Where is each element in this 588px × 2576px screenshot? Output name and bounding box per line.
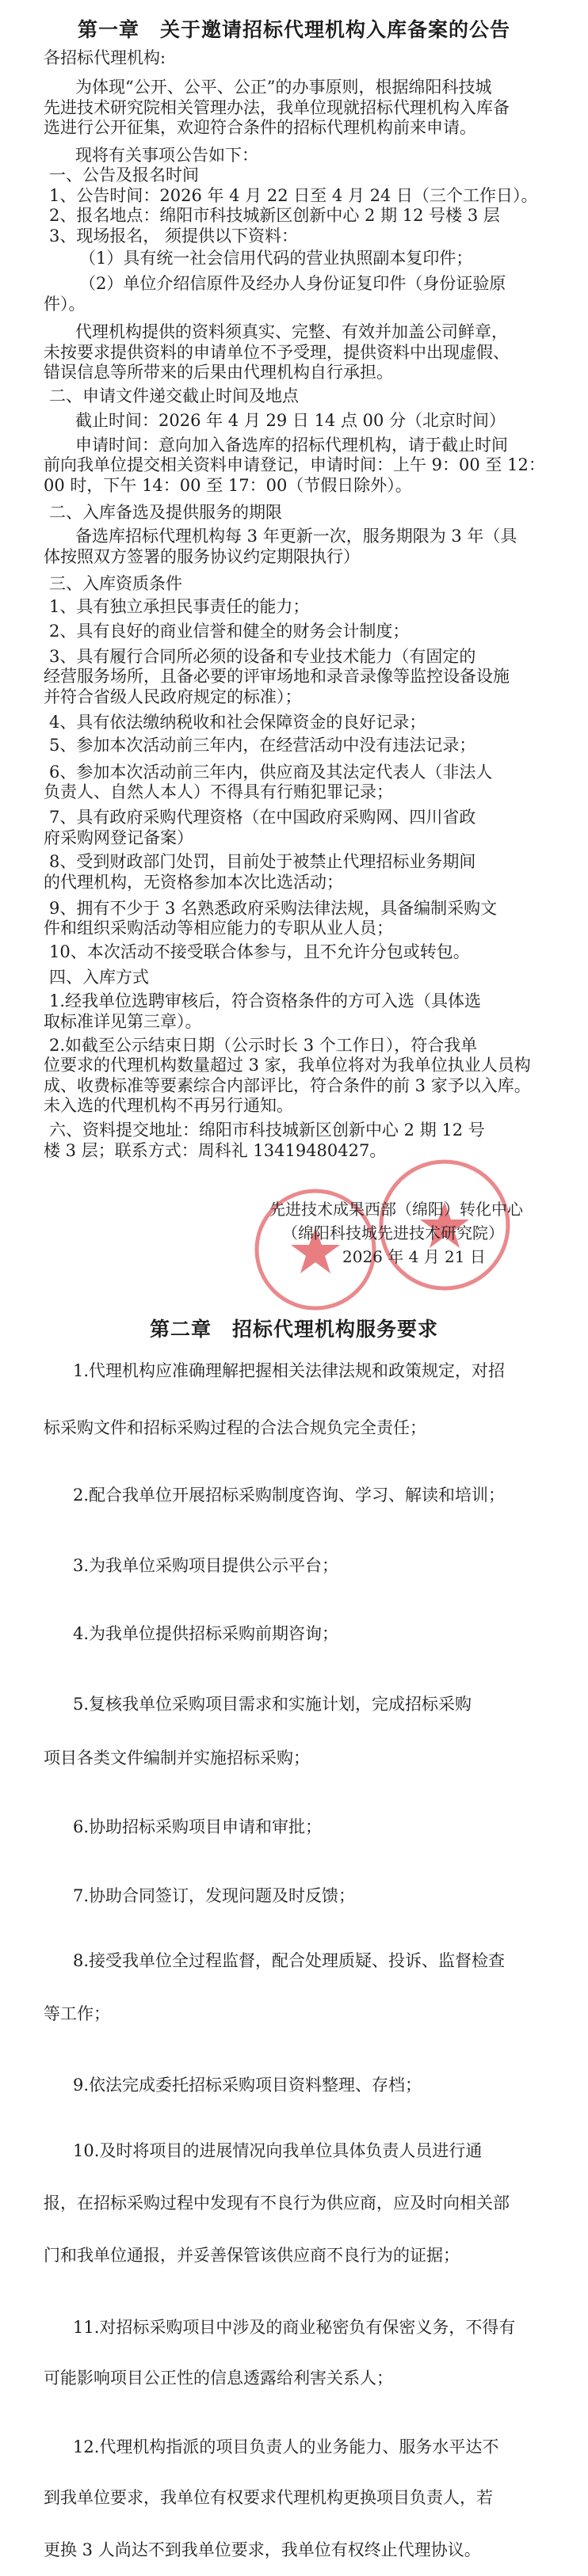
chapter-two-line: 3.为我单位采购项目提供公示平台； xyxy=(73,1556,339,1575)
chapter-one-line: 取标准详见第三章）。 xyxy=(44,1012,202,1031)
chapter-one-line: 各招标代理机构: xyxy=(44,48,166,67)
chapter-one-line: 二、申请文件递交截止时间及地点 xyxy=(49,386,299,405)
chapter-two-line: 1.代理机构应准确理解把握相关法律法规和政策规定，对招 xyxy=(73,1361,506,1380)
chapter-two-line: 4.为我单位提供招标采购前期咨询； xyxy=(73,1624,339,1643)
chapter-two-line: 到我单位要求，我单位有权要求代理机构更换项目负责人，若 xyxy=(44,2488,493,2507)
chapter-two-line: 标采购文件和招标采购过程的合法合规负完全责任； xyxy=(44,1418,426,1437)
chapter-one-line: 件）。 xyxy=(44,295,86,314)
chapter-one-line: （1）具有统一社会信用代码的营业执照副本复印件； xyxy=(79,249,473,268)
chapter-two-line: 更换 3 人尚达不到我单位要求，我单位有权终止代理协议。 xyxy=(44,2540,481,2559)
chapter-one-line: 六、资料提交地址：绵阳市科技城新区创新中心 2 期 12 号 xyxy=(49,1121,485,1140)
chapter-one-line: 代理机构提供的资料须真实、完整、有效并加盖公司鲜章， xyxy=(75,322,508,341)
chapter-one-line: 体按照双方签署的服务协议约定期限执行） xyxy=(44,547,360,566)
chapter-two-line: 项目各类文件编制并实施招标采购； xyxy=(44,1748,310,1767)
chapter-two-line: 6.协助招标采购项目申请和审批； xyxy=(73,1817,323,1836)
chapter-one-line: 负责人、自然人本人）不得具有行贿犯罪记录； xyxy=(44,782,393,801)
chapter-one-line: 二、入库备选及提供服务的期限 xyxy=(49,503,282,522)
chapter-two-line: 5.复核我单位采购项目需求和实施计划，完成招标采购 xyxy=(73,1695,472,1714)
chapter-one-line: 前向我单位提交相关资料申请登记，申请时间：上午 9：00 至 12： xyxy=(44,455,545,474)
chapter-one-line: 3、现场报名， 须提供以下资料： xyxy=(49,226,299,245)
chapter-two-line: 可能影响项目公正性的信息透露给利害关系人； xyxy=(44,2369,393,2388)
chapter-one-line: 位要求的代理机构数量超过 3 家，我单位将对为我单位执业人员构 xyxy=(44,1056,531,1075)
chapter-one-line: 5、参加本次活动前三年内，在经营活动中没有违法记录； xyxy=(49,736,476,755)
chapter-two-line: 8.接受我单位全过程监督，配合处理质疑、投诉、监督检查 xyxy=(73,1951,506,1970)
chapter-one-line: 四、入库方式 xyxy=(49,968,149,987)
chapter-one-line: 7、具有政府采购代理资格（在中国政府采购网、四川省政 xyxy=(49,808,476,827)
chapter-one-line: 2、报名地点：绵阳市科技城新区创新中心 2 期 12 号楼 3 层 xyxy=(49,206,500,225)
signature-organization-alt-name: （绵阳科技城先进技术研究院） xyxy=(282,1223,504,1242)
chapter-two-line: 7.协助合同签订，发现问题及时反馈； xyxy=(73,1886,356,1905)
chapter-two-line: 2.配合我单位开展招标采购制度咨询、学习、解读和培训； xyxy=(73,1486,506,1505)
chapter-two-line: 9.依法完成委托招标采购项目资料整理、存档； xyxy=(73,2076,422,2095)
chapter-one-line: 先进技术研究院相关管理办法，我单位现就招标代理机构入库备 xyxy=(44,98,510,117)
chapter-one-line: （2）单位介绍信原件及经办人身份证复印件（身份证验原 xyxy=(79,274,506,293)
chapter-one-line: 为体现“公开、公平、公正”的办事原则，根据绵阳科技城 xyxy=(75,78,492,97)
chapter-one-line: 10、本次活动不接受联合体参与，且不允许分包或转包。 xyxy=(49,942,470,961)
chapter-two-line: 门和我单位通报，并妥善保管该供应商不良行为的证据； xyxy=(44,2246,460,2265)
chapter-one-line: 楼 3 层；联系方式：周科礼 13419480427。 xyxy=(44,1141,387,1160)
chapter-one-line: 的代理机构，无资格参加本次比选活动； xyxy=(44,873,343,892)
chapter-one-line: 截止时间：2026 年 4 月 29 日 14 点 00 分（北京时间） xyxy=(75,411,506,430)
chapter-one-line: 申请时间：意向加入备选库的招标代理机构，请于截止时间 xyxy=(75,436,508,455)
chapter-one-line: 错误信息等所带来的后果由代理机构自行承担。 xyxy=(44,363,393,382)
chapter-one-line: 未按要求提供资料的申请单位不予受理，提供资料中出现虚假、 xyxy=(44,343,510,362)
chapter-one-line: 00 时，下午 14：00 至 17：00（节假日除外）。 xyxy=(44,476,412,495)
chapter-one-line: 未入选的代理机构不再另行通知。 xyxy=(44,1096,293,1115)
chapter-two-line: 10.及时将项目的进展情况向我单位具体负责人员进行通 xyxy=(73,2141,483,2160)
chapter-two-line: 12.代理机构指派的项目负责人的业务能力、服务水平达不 xyxy=(73,2437,499,2456)
chapter-two-line: 11.对招标采购项目中涉及的商业秘密负有保密义务，不得有 xyxy=(73,2318,516,2337)
chapter-one-line: 府采购网登记备案） xyxy=(44,828,193,847)
chapter-one-line: 1、具有独立承担民事责任的能力； xyxy=(49,597,310,616)
chapter-one-line: 2.如截至公示结束日期（公示时长 3 个工作日），符合我单 xyxy=(49,1036,478,1055)
chapter-one-line: 经营服务场所，且备必要的评审场地和录音录像等监控设备设施 xyxy=(44,667,510,686)
chapter-one-line: 8、受到财政部门处罚，目前处于被禁止代理招标业务期间 xyxy=(49,852,476,871)
chapter-one-line: 1.经我单位选聘审核后，符合资格条件的方可入选（具体选 xyxy=(49,991,482,1010)
signature-organization: 先进技术成果西部（绵阳）转化中心 xyxy=(269,1200,523,1219)
chapter-one-line: 2、具有良好的商业信誉和健全的财务会计制度； xyxy=(49,622,410,641)
chapter-one-line: 三、入库资质条件 xyxy=(49,574,182,593)
chapter-two-line: 报，在招标采购过程中发现有不良行为供应商，应及时向相关部 xyxy=(44,2194,510,2213)
chapter-one-title: 第一章 关于邀请招标代理机构入库备案的公告 xyxy=(77,18,510,41)
chapter-two-title: 第二章 招标代理机构服务要求 xyxy=(149,1318,438,1341)
chapter-one-line: 1、公告时间：2026 年 4 月 22 日至 4 月 24 日（三个工作日）。 xyxy=(49,186,538,205)
chapter-two-line: 等工作； xyxy=(44,2004,110,2023)
chapter-one-line: 9、拥有不少于 3 名熟悉政府采购法律法规，具备编制采购文 xyxy=(49,899,498,918)
chapter-one-line: 3、具有履行合同所必须的设备和专业技术能力（有固定的 xyxy=(49,647,476,666)
chapter-one-line: 成、收费标准等要素综合内部评比，符合条件的前 3 家予以入库。 xyxy=(44,1076,531,1095)
signature-date: 2026 年 4 月 21 日 xyxy=(342,1247,486,1266)
chapter-one-line: 4、具有依法缴纳税收和社会保障资金的良好记录； xyxy=(49,713,426,732)
chapter-one-line: 6、参加本次活动前三年内，供应商及其法定代表人（非法人 xyxy=(49,763,493,782)
chapter-one-line: 现将有关事项公告如下： xyxy=(75,146,258,165)
chapter-one-line: 备选库招标代理机构每 3 年更新一次，服务期限为 3 年（具 xyxy=(75,527,517,546)
chapter-one-line: 选进行公开征集，欢迎符合条件的招标代理机构前来申请。 xyxy=(44,118,476,137)
chapter-one-line: 并符合省级人民政府规定的标准）； xyxy=(44,687,302,706)
chapter-one-line: 件和组织采购活动等相应能力的专职从业人员； xyxy=(44,919,393,938)
chapter-one-line: 一、公告及报名时间 xyxy=(49,166,199,185)
